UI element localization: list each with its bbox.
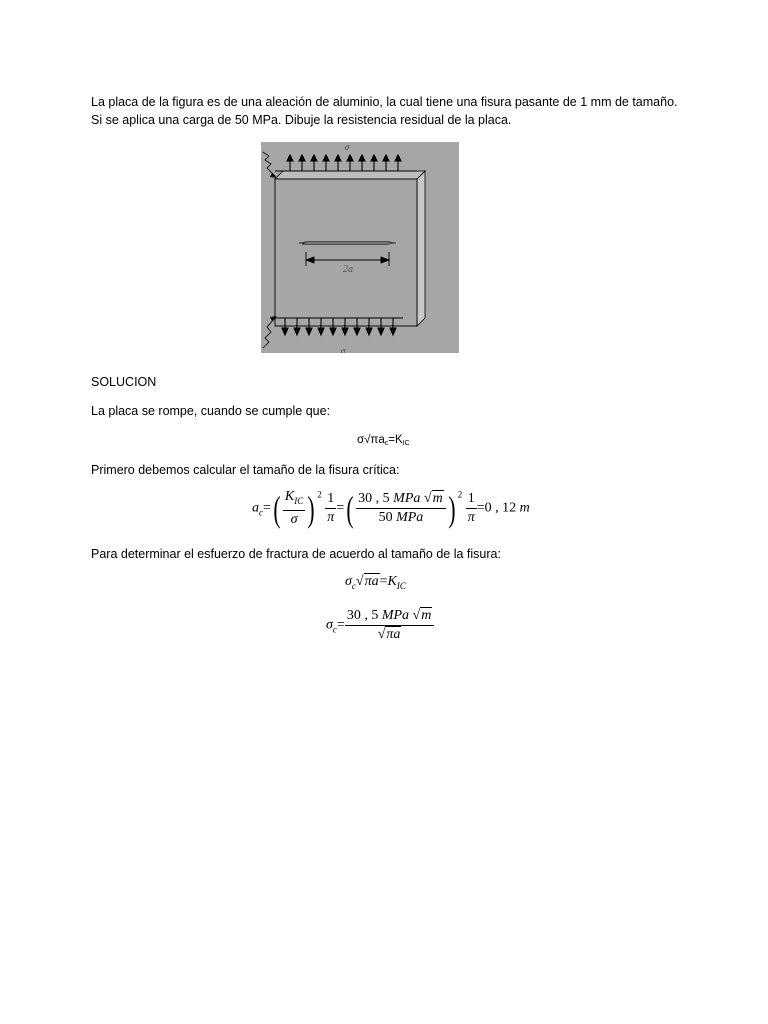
critical-size-equation: $a_c=$( $\frac{K_{IC}}{\sigma}$ ) $^2$ $\frac{1}{\pi}$ =( $\frac{\text{30 , 5 MPa √m}}{\text{50 MPa}}$ ) $^2$ $\frac{1}{\pi}$ =0 , 12 m (252, 488, 530, 529)
problem-line-2: Si se aplica una carga de 50 MPa. Dibuje la resistencia residual de la placa. (91, 113, 512, 127)
solution-step-1: Primero debemos calcular el tamaño de la fisura crítica: (91, 463, 400, 477)
fracture-condition: $\sigma√\pi a_c=K_{IC}$ (357, 434, 410, 447)
problem-line-1: La placa de la figura es de una aleación de aluminio, la cual tiene una fisura pasante de 1 mm de tamaño. (91, 95, 678, 109)
plate-face (275, 179, 417, 326)
solution-step-2: Para determinar el esfuerzo de fractura de acuerdo al tamaño de la fisura: (91, 547, 501, 561)
solution-intro: La placa se rompe, cuando se cumple que: (91, 404, 331, 418)
plate-side (417, 171, 425, 326)
top-sigma-label: σ (344, 142, 350, 152)
fracture-stress-equation: $\sigma_c√\pi a=K_{IC}$ (345, 574, 406, 591)
fracture-stress-formula: $\sigma_c=$ $\frac{\text{30 , 5 MPa √m}}{√\pi a}$ (326, 607, 434, 644)
crack-label: 2a (343, 264, 353, 275)
crack (299, 242, 396, 244)
plate-top-edge (275, 171, 425, 179)
solution-heading: SOLUCION (91, 375, 157, 389)
plate-figure (261, 142, 459, 353)
bottom-sigma-label: σ (340, 346, 346, 353)
